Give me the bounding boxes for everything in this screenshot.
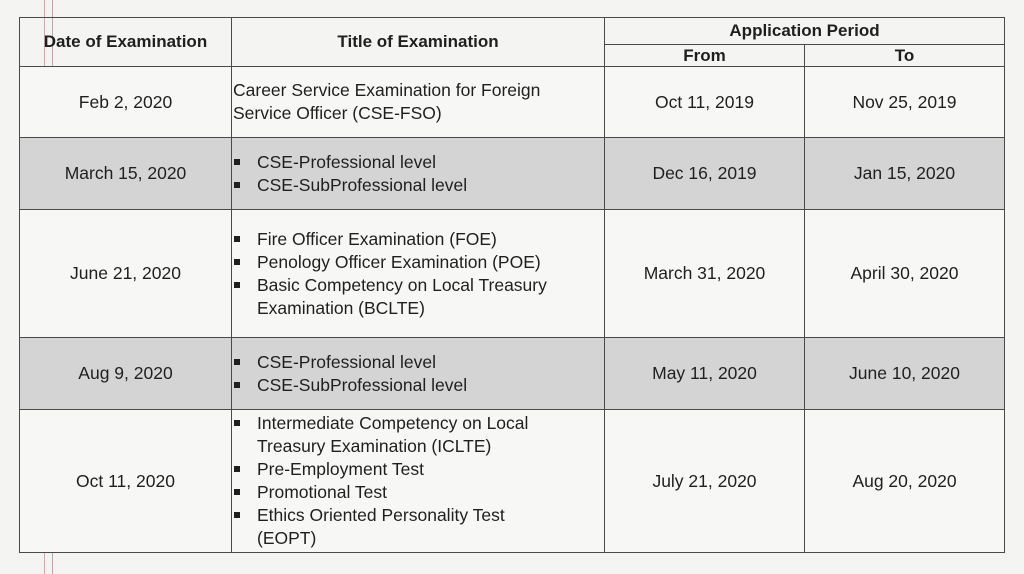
table-row [20,338,1005,410]
exam-title-item: Pre-Employment Test [232,458,562,481]
exam-title-cell [232,210,605,338]
exam-title-item: Basic Competency on Local Treasury Examination (BCLTE) [232,274,562,320]
table-row [20,210,1005,338]
application-to-cell: April 30, 2020 [805,210,1005,338]
title-header: Title of Examination [232,18,605,67]
exam-date-cell: Feb 2, 2020 [20,67,232,138]
exam-title-list [232,228,604,320]
exam-date-cell: Aug 9, 2020 [20,338,232,410]
application-from-cell: Dec 16, 2019 [605,138,805,210]
exam-title-item: CSE-Professional level [232,351,562,374]
exam-title-item: CSE-Professional level [232,151,562,174]
date-header: Date of Examination [20,18,232,67]
exam-title-cell [232,138,605,210]
examination-schedule-table [19,17,1005,553]
application-from-cell: March 31, 2020 [605,210,805,338]
from-header: From [605,45,805,67]
exam-title-item: Promotional Test [232,481,562,504]
application-period-header: Application Period [605,18,1005,45]
exam-title-item: CSE-SubProfessional level [232,374,562,397]
exam-title-item: Ethics Oriented Personality Test (EOPT) [232,504,562,550]
application-to-cell: Aug 20, 2020 [805,410,1005,553]
table-row [20,138,1005,210]
header-row [20,18,1005,45]
exam-title-text: Career Service Examination for Foreign Service Officer (CSE-FSO) [233,80,541,123]
application-to-cell: Jan 15, 2020 [805,138,1005,210]
table-row [20,67,1005,138]
application-from-cell: July 21, 2020 [605,410,805,553]
application-to-cell: Nov 25, 2019 [805,67,1005,138]
exam-title-cell [232,410,605,553]
exam-title-item: CSE-SubProfessional level [232,174,562,197]
exam-title-item: Penology Officer Examination (POE) [232,251,562,274]
application-from-cell: May 11, 2020 [605,338,805,410]
to-header: To [805,45,1005,67]
table-row [20,410,1005,553]
exam-title-item: Intermediate Competency on Local Treasury Examination (ICLTE) [232,412,562,458]
exam-date-cell: Oct 11, 2020 [20,410,232,553]
application-from-cell: Oct 11, 2019 [605,67,805,138]
exam-title-cell [232,338,605,410]
exam-title-list [232,351,604,397]
exam-title-item: Fire Officer Examination (FOE) [232,228,562,251]
exam-title-cell [232,67,605,138]
exam-date-cell: June 21, 2020 [20,210,232,338]
application-to-cell: June 10, 2020 [805,338,1005,410]
exam-date-cell: March 15, 2020 [20,138,232,210]
exam-title-list [232,412,604,550]
exam-title-list [232,151,604,197]
